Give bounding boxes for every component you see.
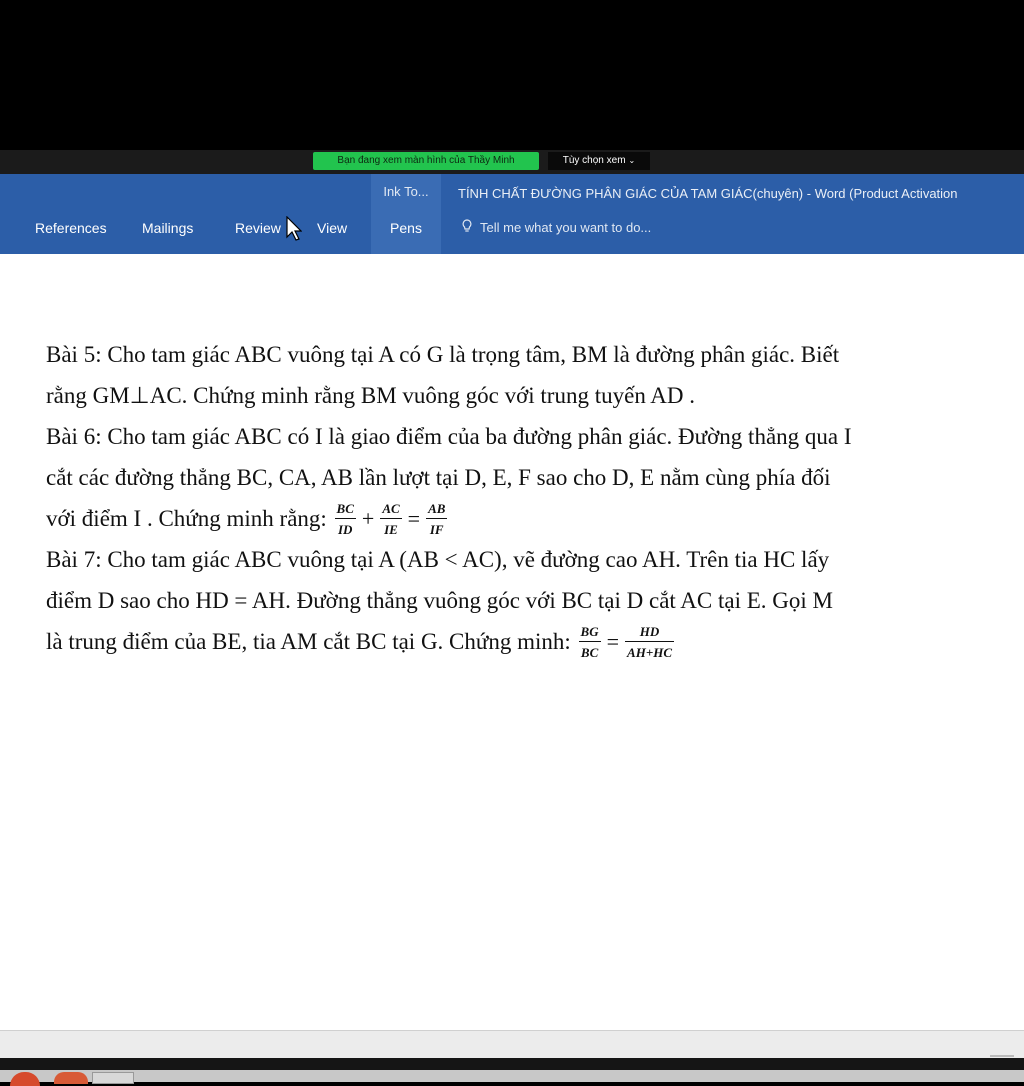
fraction-ac-ie xyxy=(380,501,401,537)
view-options-button[interactable] xyxy=(548,152,650,170)
taskbar-app-icon[interactable] xyxy=(54,1072,88,1084)
bai6-line-3 xyxy=(46,498,958,539)
equals-sign: = xyxy=(407,506,421,531)
tab-mailings[interactable]: Mailings xyxy=(142,220,194,236)
ink-tools-group xyxy=(371,174,441,254)
word-status-bar xyxy=(0,1030,1024,1059)
fraction-denominator: ID xyxy=(337,521,353,537)
fraction-denominator: AH+HC xyxy=(627,644,673,660)
bai6-line-2: cắt các đường thẳng BC, CA, AB lần lượt tại D, E, F sao cho D, E nằm cùng phía đối xyxy=(46,465,831,490)
tab-review[interactable]: Review xyxy=(235,220,281,236)
tab-view[interactable]: View xyxy=(317,220,348,236)
fraction-ab-if xyxy=(426,501,447,537)
tell-me-search[interactable] xyxy=(462,212,651,244)
document-page[interactable] xyxy=(0,254,1024,1030)
fraction-denominator: IF xyxy=(429,521,444,537)
document-body xyxy=(46,334,958,662)
document-title: TÍNH CHẤT ĐƯỜNG PHÂN GIÁC CỦA TAM GIÁC(chuyên) - Word (Product Activation xyxy=(458,186,958,201)
status-bar-divider xyxy=(990,1055,1014,1057)
bai5-line-2: rằng GM⊥AC. Chứng minh rằng BM vuông góc với trung tuyến AD . xyxy=(46,383,696,408)
bai7-line-3 xyxy=(46,621,958,662)
fraction-denominator: BC xyxy=(580,644,599,660)
fraction-bc-id xyxy=(335,501,356,537)
equals-sign: = xyxy=(606,629,620,654)
bai6-line-1: Bài 6: Cho tam giác ABC có I là giao điểm của ba đường phân giác. Đường thẳng qua I xyxy=(46,424,852,449)
screen-share-toolbar xyxy=(0,150,1024,174)
bai7-line-2: điểm D sao cho HD = AH. Đường thẳng vuông góc với BC tại D cắt AC tại E. Gọi M xyxy=(46,588,833,613)
share-status-banner: Bạn đang xem màn hình của Thầy Minh xyxy=(313,152,539,170)
tab-pens[interactable]: Pens xyxy=(390,220,422,236)
fraction-bg-bc xyxy=(579,624,601,660)
bai7-line-3-text: là trung điểm của BE, tia AM cắt BC tại G. Chứng minh: xyxy=(46,629,571,654)
mouse-pointer-icon xyxy=(286,216,302,242)
bai7-line-1: Bài 7: Cho tam giác ABC vuông tại A (AB < AC), vẽ đường cao AH. Trên tia HC lấy xyxy=(46,547,830,572)
fraction-numerator: AB xyxy=(426,501,447,519)
fraction-numerator: BG xyxy=(579,624,601,642)
fraction-hd-ah-hc xyxy=(625,624,674,660)
taskbar-app-icon[interactable] xyxy=(92,1072,134,1084)
chevron-down-icon: ⌄ xyxy=(628,156,636,165)
fraction-numerator: HD xyxy=(625,624,674,642)
taskbar-strip xyxy=(0,1070,1024,1082)
fraction-numerator: AC xyxy=(380,501,401,519)
screen-share-black-area xyxy=(0,0,1024,150)
lightbulb-icon xyxy=(462,212,472,244)
fraction-denominator: IE xyxy=(384,521,398,537)
bai5-line-1: Bài 5: Cho tam giác ABC vuông tại A có G là trọng tâm, BM là đường phân giác. Biết xyxy=(46,342,840,367)
tell-me-placeholder: Tell me what you want to do... xyxy=(480,220,652,235)
taskbar xyxy=(0,1058,1024,1082)
fraction-numerator: BC xyxy=(335,501,356,519)
tab-references[interactable]: References xyxy=(35,220,107,236)
view-options-label: Tùy chọn xem xyxy=(562,155,626,166)
word-ribbon xyxy=(0,174,1024,254)
plus-sign: + xyxy=(361,506,375,531)
bai6-line-3-text: với điểm I . Chứng minh rằng: xyxy=(46,506,327,531)
ink-tools-title: Ink To... xyxy=(383,184,429,199)
